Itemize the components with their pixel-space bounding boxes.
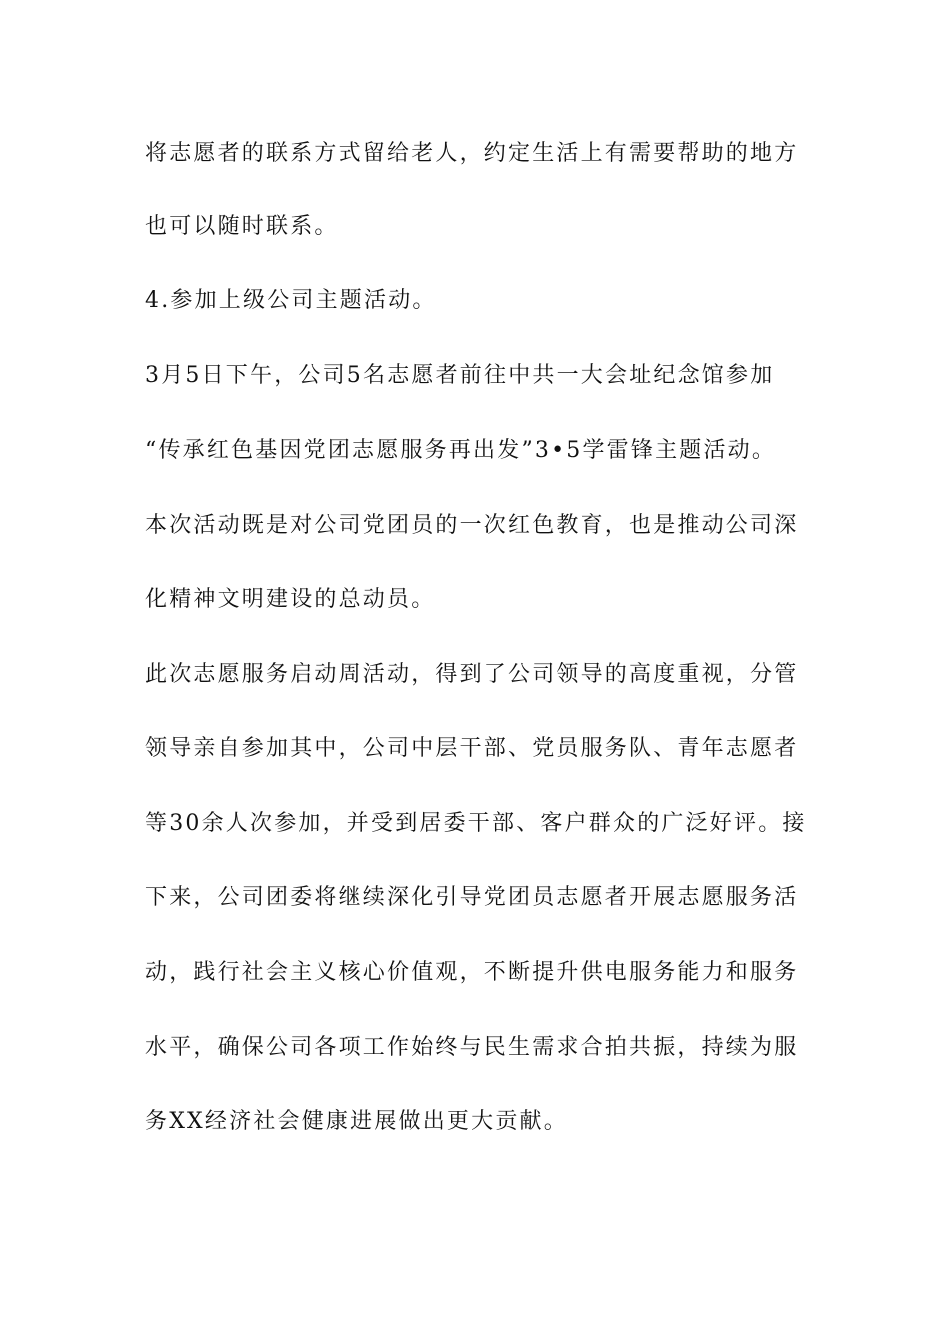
paragraph-line: 下来，公司团委将继续深化引导党团员志愿者开展志愿服务活: [145, 885, 799, 910]
paragraph-line: 3月5日下午，公司5名志愿者前往中共一大会址纪念馆参加: [145, 363, 775, 388]
section-heading: 4.参加上级公司主题活动。: [145, 288, 437, 313]
paragraph-line: 等30余人次参加，并受到居委干部、客户群众的广泛好评。接: [145, 811, 807, 836]
paragraph-line: “传承红色基因党团志愿服务再出发”3•5学雷锋主题活动。: [145, 438, 777, 463]
paragraph-line: 此次志愿服务启动周活动，得到了公司领导的高度重视，分管: [145, 662, 799, 687]
paragraph-line: 领导亲自参加其中，公司中层干部、党员服务队、青年志愿者: [145, 736, 799, 761]
paragraph-line: 化精神文明建设的总动员。: [145, 587, 436, 612]
paragraph-line: 将志愿者的联系方式留给老人，约定生活上有需要帮助的地方: [145, 141, 799, 166]
paragraph-line: 动，践行社会主义核心价值观，不断提升供电服务能力和服务: [145, 960, 799, 985]
paragraph-line: 水平，确保公司各项工作始终与民生需求合拍共振，持续为服: [145, 1035, 799, 1060]
paragraph-line: 务XX经济社会健康进展做出更大贡献。: [145, 1109, 568, 1134]
paragraph-line: 本次活动既是对公司党团员的一次红色教育，也是推动公司深: [145, 513, 799, 538]
paragraph-line: 也可以随时联系。: [145, 214, 339, 239]
